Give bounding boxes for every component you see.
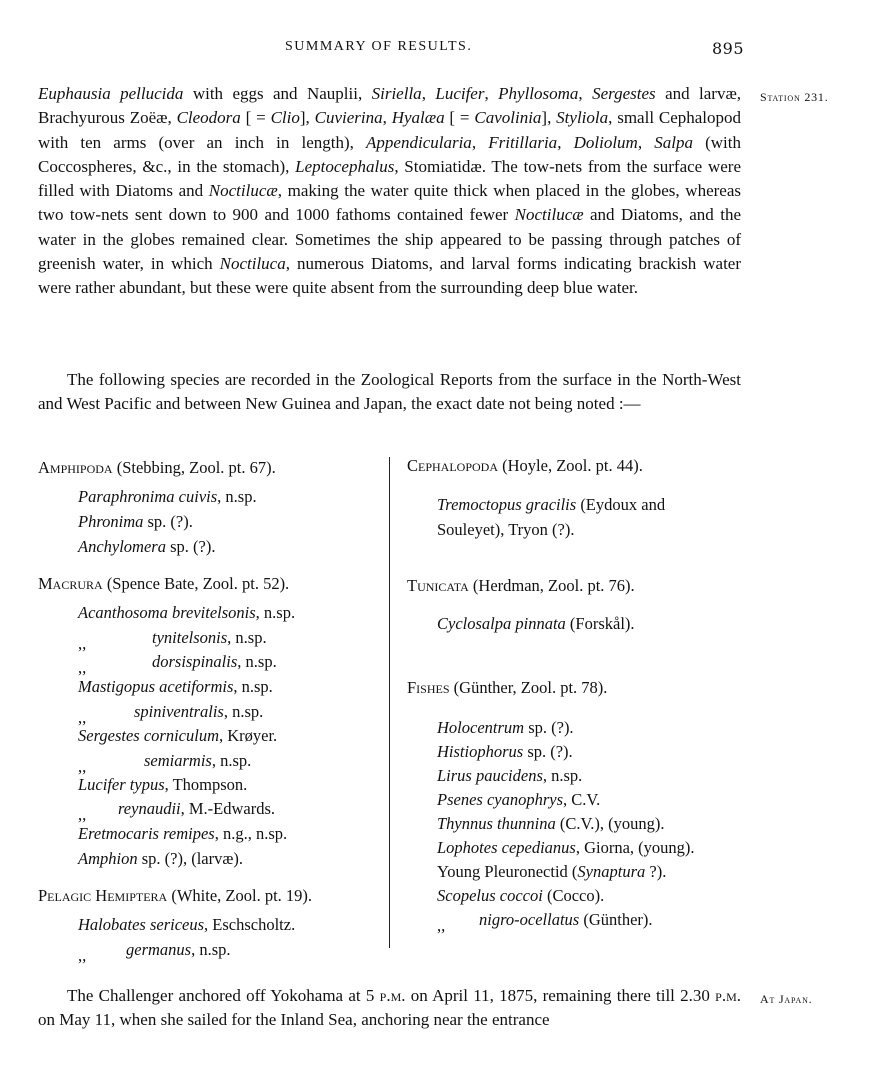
group-heading (38, 574, 289, 594)
ditto-mark: ,, (78, 805, 87, 824)
group-name: Pelagic Hemiptera (38, 886, 168, 905)
text-run: , (557, 132, 574, 152)
text-run: , n.g., n.sp. (214, 824, 288, 843)
text-run: on April 11, 1875, remaining there till 2.30 (405, 986, 716, 1005)
ditto-mark: ,, (437, 916, 446, 935)
italic-term: semiarmis (144, 751, 212, 770)
text-run: ], (541, 108, 557, 128)
text-run: and larvæ, Brachyurous Zoëæ, (38, 84, 742, 128)
ditto-mark: ,, (78, 757, 87, 776)
species-entry (437, 495, 665, 515)
italic-term: Halobates sericeus (78, 915, 205, 934)
species-entry (437, 520, 575, 540)
italic-term: Lucifer typus (78, 775, 165, 794)
italic-term: Tremoctopus gracilis (437, 495, 577, 514)
text-run: , n.sp. (217, 487, 257, 506)
margin-note-japan: At Japan. (760, 992, 813, 1006)
species-entry (78, 940, 231, 965)
text-run: , n.sp. (542, 766, 583, 785)
text-run: (with Coccospheres, &c., in the stomach), (38, 132, 742, 176)
paragraph-station-231 (38, 82, 741, 301)
text-run: , (471, 132, 489, 152)
italic-term: Cuvierina (314, 108, 383, 128)
italic-term: Noctiluca (219, 254, 286, 274)
text-run: , Krøyer. (218, 726, 278, 745)
text-run: , n.sp. (227, 628, 267, 647)
paragraph-yokohama (38, 984, 741, 1033)
text-run: p.m. (379, 986, 406, 1005)
italic-term: Mastigopus acetiformis (78, 677, 234, 696)
species-entry (78, 799, 276, 824)
italic-term: Anchylomera (78, 537, 166, 556)
text-run: [ = (444, 108, 475, 128)
italic-term: Lophotes cepedianus (437, 838, 576, 857)
text-run: [ = (240, 108, 271, 128)
italic-term: Fritillaria (488, 132, 558, 152)
italic-term: Cyclosalpa pinnata (437, 614, 566, 633)
group-name: Tunicata (407, 576, 469, 595)
text-run: , n.sp. (223, 702, 264, 721)
italic-term: reynaudii (118, 799, 181, 818)
text-run: (Cocco). (542, 886, 605, 905)
text-run: (Günther). (579, 910, 653, 929)
italic-term: Noctilucæ (208, 181, 278, 201)
italic-term: germanus (126, 940, 192, 959)
italic-term: Phronima (78, 512, 144, 531)
margin-note-station: Station 231. (760, 90, 829, 104)
italic-term: Acanthosoma brevitelsonis (78, 603, 256, 622)
text-run: , n.sp. (255, 603, 296, 622)
running-header: SUMMARY OF RESULTS. (285, 39, 473, 54)
ditto-mark: ,, (78, 946, 87, 965)
italic-term: Cleodora (176, 108, 241, 128)
text-run: , n.sp. (191, 940, 231, 959)
italic-term: Histiophorus (437, 742, 524, 761)
species-entry (437, 790, 600, 810)
group-heading (407, 456, 643, 476)
text-run: , making the water quite thick when placed in the globes, whereas two tow-nets sent down to 900 and 1000 fathoms contained fewer (38, 181, 741, 225)
text-run: sp. (?). (524, 718, 574, 737)
italic-term: Lirus paucidens (437, 766, 543, 785)
ditto-mark: ,, (78, 708, 87, 727)
species-entry (437, 838, 695, 858)
text-run: , n.sp. (233, 677, 273, 696)
text-run: , Stomiatidæ. The tow-nets from the surface were filled with Diatoms and (38, 156, 741, 201)
text-run: (Eydoux and (576, 495, 666, 514)
text-run: , M.-Edwards. (180, 799, 276, 818)
group-name: Macrura (38, 574, 103, 593)
italic-term: dorsispinalis (152, 652, 238, 671)
group-name: Fishes (407, 678, 450, 697)
species-entry (78, 751, 252, 776)
italic-term: Holocentrum (437, 718, 525, 737)
species-entry (78, 702, 264, 727)
text-run: , (637, 132, 655, 152)
italic-term: Clio (270, 108, 300, 128)
species-entry (78, 652, 277, 677)
ditto-mark: ,, (78, 658, 87, 677)
italic-term: Sergestes corniculum (78, 726, 219, 745)
text-run: sp. (?), (larvæ). (137, 849, 243, 868)
species-entry (437, 910, 653, 935)
species-entry (437, 766, 582, 786)
text-run: with eggs and Nauplii, (183, 84, 372, 103)
species-entry (437, 886, 604, 906)
ditto-mark: ,, (78, 634, 87, 653)
text-run: The Challenger anchored off Yokohama at 5 (67, 986, 380, 1005)
text-run: sp. (?). (143, 512, 193, 531)
italic-term: Scopelus coccoi (437, 886, 543, 905)
group-name: Amphipoda (38, 458, 113, 477)
text-run: ], (299, 108, 315, 128)
italic-term: Thynnus thunnina (437, 814, 556, 833)
italic-term: Cavolinia (474, 108, 542, 128)
group-heading (407, 678, 607, 698)
italic-term: Hyalæa (391, 108, 445, 128)
species-entry (78, 603, 295, 623)
column-divider (389, 457, 390, 948)
text-run: sp. (?). (523, 742, 573, 761)
species-entry (78, 512, 193, 532)
species-entry (78, 775, 247, 795)
species-entry (437, 814, 665, 834)
text-run: and Diatoms, and the water in the globes remained clear. Sometimes the ship appeared to be passing through patches of greenish water, in which (38, 205, 741, 274)
species-entry (78, 849, 243, 869)
text-run: , Eschscholtz. (204, 915, 296, 934)
italic-term: Doliolum (573, 132, 638, 152)
text-run: , n.sp. (211, 751, 252, 770)
species-entry (437, 718, 574, 738)
italic-term: Eretmocaris remipes (78, 824, 215, 843)
italic-term: Sergestes (592, 84, 656, 103)
text-run: , (421, 84, 436, 103)
italic-term: Lucifer (435, 84, 485, 103)
group-heading (38, 886, 312, 906)
italic-term: tynitelsonis (152, 628, 228, 647)
species-entry (78, 915, 295, 935)
italic-term: Euphausia pellucida (38, 84, 184, 103)
group-citation: (Spence Bate, Zool. pt. 52). (102, 574, 290, 593)
species-entry (78, 628, 267, 653)
text-run: , numerous Diatoms, and larval forms indicating brackish water were rather abundant, but these were quite absent from the surrounding deep blue water. (38, 254, 741, 298)
italic-term: Paraphronima cuivis (78, 487, 218, 506)
group-citation: (White, Zool. pt. 19). (167, 886, 313, 905)
italic-term: Amphion (78, 849, 138, 868)
group-name: Cephalopoda (407, 456, 499, 475)
italic-term: Psenes cyanophrys (437, 790, 564, 809)
text-run: , small Cephalopod with ten arms (over an inch in length), (38, 108, 742, 152)
group-citation: (Günther, Zool. pt. 78). (449, 678, 608, 697)
italic-term: nigro-ocellatus (479, 910, 580, 929)
text-run: , (382, 108, 392, 128)
text-run: Young Pleuronectid ( (437, 862, 578, 881)
italic-term: Salpa (654, 132, 693, 152)
species-entry (78, 487, 257, 507)
group-citation: (Herdman, Zool. pt. 76). (468, 576, 635, 595)
text-run: , (484, 84, 499, 103)
italic-term: Styliola (556, 108, 609, 128)
species-entry (437, 862, 666, 882)
italic-term: spiniventralis (134, 702, 224, 721)
species-entry (78, 537, 215, 557)
paragraph-species-intro: The following species are recorded in the Zoological Reports from the surface in the North-West and West Pacific and between New Guinea and Japan, the exact date not being noted :— (38, 370, 741, 414)
text-run: , (578, 84, 593, 103)
group-citation: (Hoyle, Zool. pt. 44). (498, 456, 643, 475)
species-entry (78, 824, 287, 844)
italic-term: Noctilucæ (514, 205, 584, 225)
text-run: , C.V. (563, 790, 601, 809)
group-heading (38, 458, 276, 478)
text-run: p.m. (715, 986, 742, 1005)
italic-term: Phyllosoma (498, 84, 579, 103)
species-entry (437, 614, 635, 634)
species-entry (78, 726, 277, 746)
italic-term: Leptocephalus (295, 156, 395, 176)
text-run: on May 11, when she sailed for the Inland Sea, anchoring near the entrance (38, 1010, 550, 1030)
page-number: 895 (712, 39, 745, 58)
italic-term: Siriella (371, 84, 422, 103)
text-run: (Forskål). (565, 614, 635, 633)
text-run: (C.V.), (young). (555, 814, 665, 833)
text-run: Souleyet), Tryon (?). (437, 520, 575, 539)
species-entry (78, 677, 273, 697)
group-citation: (Stebbing, Zool. pt. 67). (112, 458, 276, 477)
text-run: , Thompson. (164, 775, 248, 794)
italic-term: Synaptura (577, 862, 646, 881)
text-run: ?). (645, 862, 667, 881)
italic-term: Appendicularia (366, 132, 472, 152)
group-heading (407, 576, 635, 596)
text-run: sp. (?). (165, 537, 216, 556)
text-run: , Giorna, (young). (575, 838, 695, 857)
species-entry (437, 742, 573, 762)
text-run: , n.sp. (237, 652, 277, 671)
